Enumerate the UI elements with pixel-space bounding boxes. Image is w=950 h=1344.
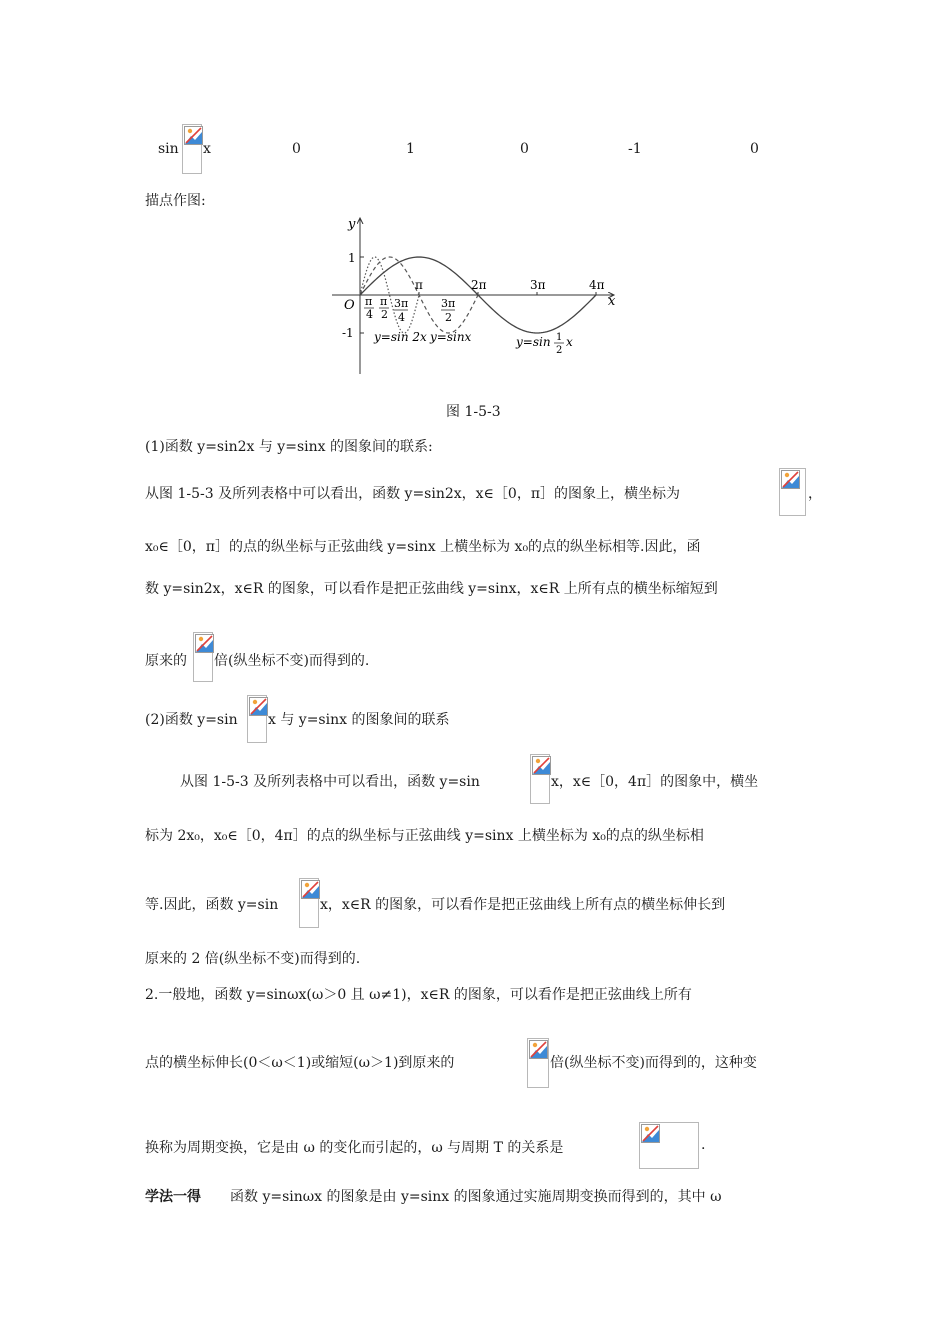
x-tick-label: π — [380, 295, 388, 308]
table-cell: 0 — [750, 141, 759, 157]
broken-image-icon — [184, 126, 203, 145]
formula-image-placeholder — [299, 878, 319, 928]
y-tick-label: -1 — [342, 326, 354, 340]
y-tick-label: 1 — [348, 251, 356, 265]
section2-line4: 原来的 2 倍(纵坐标不变)而得到的. — [145, 951, 361, 967]
x-axis-label: x — [608, 294, 616, 309]
tip-text: 函数 y=sinωx 的图象是由 y=sinx 的图象通过实施周期变换而得到的，其中 ω — [230, 1189, 722, 1205]
formula-image-placeholder — [530, 754, 550, 804]
broken-image-icon — [301, 880, 320, 899]
section1-line1: 从图 1-5-3 及所列表格中可以看出，函数 y=sin2x，x∈［0，π］的图象上，横坐标为 — [145, 486, 681, 502]
curve-label-sin2x: y=sin 2x — [374, 330, 427, 344]
x-tick-label: 4π — [589, 278, 605, 292]
curve-label-suffix: x — [566, 335, 573, 349]
curve-label-fraction-num: 1 — [556, 332, 563, 343]
figure-caption: 图 1-5-3 — [446, 404, 501, 420]
table-row-label-suffix: x — [203, 141, 211, 157]
broken-image-icon — [249, 697, 268, 716]
section1-line1-end: ， — [808, 486, 822, 502]
section3-line3-suffix: . — [701, 1137, 706, 1153]
section2-title-prefix: (2)函数 y=sin — [145, 712, 238, 728]
x-tick-label: 4 — [398, 311, 405, 324]
formula-image-placeholder — [193, 632, 213, 682]
formula-image-placeholder — [182, 124, 202, 174]
x-tick-label: 2 — [381, 308, 388, 321]
table-row-label: sin — [158, 141, 179, 157]
x-tick-label: π — [365, 295, 373, 308]
table-cell: 1 — [406, 141, 415, 157]
section3-line1: 2.一般地，函数 y=sinωx(ω＞0 且 ω≠1)，x∈R 的图象，可以看作是把正弦曲线上所有 — [145, 987, 692, 1003]
section1-line4-suffix: 倍(纵坐标不变)而得到的. — [214, 653, 370, 669]
section3-line2-prefix: 点的横坐标伸长(0＜ω＜1)或缩短(ω＞1)到原来的 — [145, 1055, 455, 1071]
formula-image-placeholder — [247, 695, 267, 743]
plot-heading: 描点作图: — [145, 193, 206, 209]
x-tick-label: 3π — [441, 297, 456, 310]
curve-label-sinx: y=sinx — [430, 330, 472, 344]
table-cell: 0 — [292, 141, 301, 157]
section1-title: (1)函数 y=sin2x 与 y=sinx 的图象间的联系: — [145, 439, 433, 455]
section3-line3-prefix: 换称为周期变换，它是由 ω 的变化而引起的，ω 与周期 T 的关系是 — [145, 1140, 564, 1156]
formula-image-placeholder — [779, 468, 806, 516]
origin-label: O — [344, 298, 355, 313]
section1-line2: x₀∈［0，π］的点的纵坐标与正弦曲线 y=sinx 上横坐标为 x₀的点的纵坐标相等.因此，函 — [145, 539, 701, 555]
table-cell: 0 — [520, 141, 529, 157]
section1-line3: 数 y=sin2x，x∈R 的图象，可以看作是把正弦曲线 y=sinx，x∈R 上所有点的横坐标缩短到 — [145, 581, 718, 597]
x-tick-label: 2π — [471, 278, 487, 292]
section2-line2: 标为 2x₀，x₀∈［0，4π］的点的纵坐标与正弦曲线 y=sinx 上横坐标为 x₀的点的纵坐标相 — [145, 828, 704, 844]
x-tick-label: 3π — [530, 278, 546, 292]
broken-image-icon — [195, 634, 214, 653]
formula-image-placeholder — [639, 1122, 699, 1169]
section2-line3-prefix: 等.因此，函数 y=sin — [145, 897, 279, 913]
x-tick-label: 2 — [445, 311, 452, 324]
x-tick-label: π — [415, 278, 423, 292]
section2-line1-suffix: x，x∈［0，4π］的图象中，横坐 — [551, 774, 759, 790]
sine-graph-figure — [328, 212, 620, 378]
broken-image-icon — [641, 1124, 660, 1143]
curve-label-sinhalfx: y=sin — [516, 335, 551, 349]
y-axis-label: y — [348, 217, 356, 232]
section2-line3-suffix: x，x∈R 的图象，可以看作是把正弦曲线上所有点的横坐标伸长到 — [320, 897, 726, 913]
broken-image-icon — [781, 470, 800, 489]
curve-label-fraction-den: 2 — [556, 345, 563, 356]
tip-label: 学法一得 — [145, 1189, 201, 1205]
section2-line1-prefix: 从图 1-5-3 及所列表格中可以看出，函数 y=sin — [180, 774, 480, 790]
section3-line2-suffix: 倍(纵坐标不变)而得到的，这种变 — [550, 1055, 757, 1071]
formula-image-placeholder — [527, 1038, 549, 1088]
section2-title-suffix: x 与 y=sinx 的图象间的联系 — [268, 712, 450, 728]
x-tick-label: 4 — [366, 308, 373, 321]
table-cell: -1 — [628, 141, 642, 157]
broken-image-icon — [532, 756, 551, 775]
section1-line4-prefix: 原来的 — [145, 653, 187, 669]
x-tick-label: 3π — [394, 297, 409, 310]
broken-image-icon — [529, 1040, 548, 1059]
